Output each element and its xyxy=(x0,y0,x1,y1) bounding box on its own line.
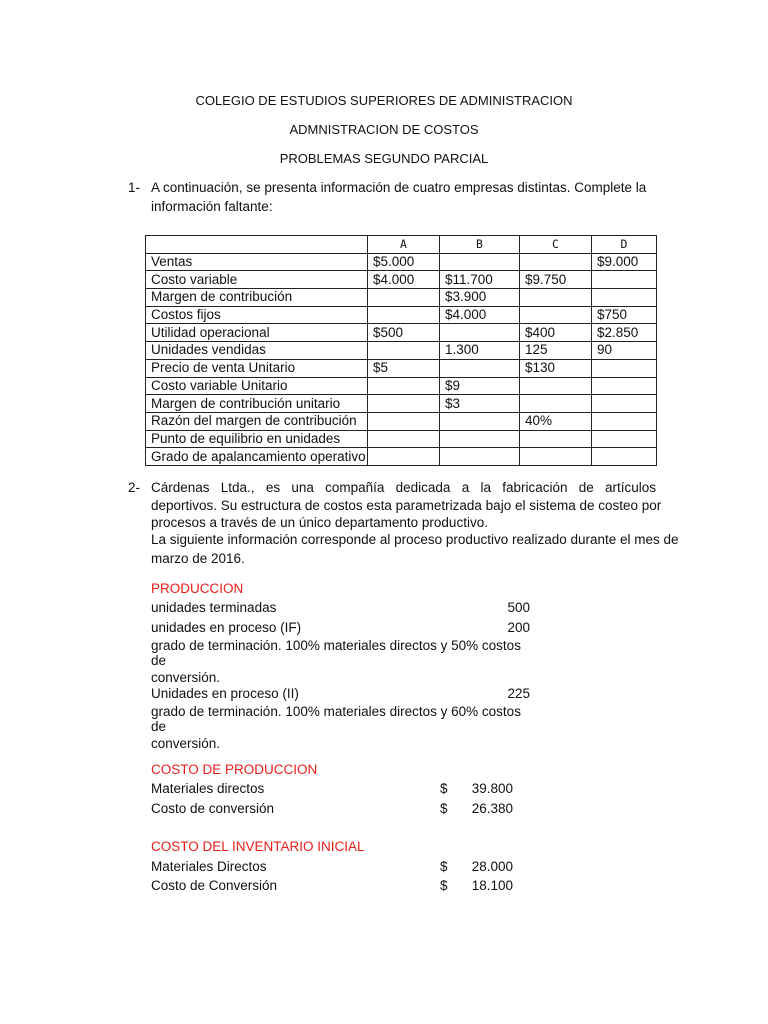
row-label-cell: Grado de apalancamiento operativo xyxy=(146,448,368,466)
table-cell xyxy=(592,395,657,413)
course-title: ADMNISTRACION DE COSTOS xyxy=(289,122,479,137)
table-cell: $11.700 xyxy=(440,271,520,289)
problem2-line2: deportivos. Su estructura de costos esta parametrizada bajo el sistema de costeo por xyxy=(151,498,662,513)
table-cell xyxy=(592,359,657,377)
currency-symbol: $ xyxy=(440,801,448,816)
table-cell xyxy=(592,271,657,289)
costo-item-label: Materiales directos xyxy=(151,781,265,796)
table-cell xyxy=(520,430,592,448)
problem2-line3: procesos a través de un único departamento productivo. xyxy=(151,515,488,530)
companies-table xyxy=(145,235,657,466)
table-cell: $3.900 xyxy=(440,289,520,307)
table-cell: $4.000 xyxy=(440,306,520,324)
grado-ii-line2: de xyxy=(151,719,167,734)
table-cell: $4.000 xyxy=(368,271,440,289)
table-row xyxy=(146,324,657,342)
table-cell xyxy=(520,253,592,271)
table-row xyxy=(146,448,657,466)
inventario-item-value: 28.000 xyxy=(471,859,513,874)
table-cell xyxy=(440,324,520,342)
grado-if-line1: grado de terminación. 100% materiales directos y 50% costos xyxy=(151,638,521,653)
terminadas-label: unidades terminadas xyxy=(151,600,277,615)
inventario-item-label: Materiales Directos xyxy=(151,859,267,874)
problem1-text-line1: A continuación, se presenta información de cuatro empresas distintas. Complete la xyxy=(151,180,647,195)
table-header-cell: C xyxy=(520,236,592,254)
table-cell xyxy=(520,377,592,395)
table-cell: $3 xyxy=(440,395,520,413)
table-cell xyxy=(592,412,657,430)
problem2-number: 2- xyxy=(128,480,141,495)
problem1-text-line2: información faltante: xyxy=(151,199,273,214)
table-cell xyxy=(368,395,440,413)
table-row xyxy=(146,253,657,271)
table-cell xyxy=(368,289,440,307)
institution-title: COLEGIO DE ESTUDIOS SUPERIORES DE ADMINISTRACION xyxy=(195,93,573,108)
table-cell: $9.750 xyxy=(520,271,592,289)
table-cell: 1.300 xyxy=(440,342,520,360)
grado-if-line3: conversión. xyxy=(151,670,221,685)
table-cell: 90 xyxy=(592,342,657,360)
proceso-ii-value: 225 xyxy=(507,686,530,701)
row-label-cell: Razón del margen de contribución xyxy=(146,412,368,430)
table-header-cell: D xyxy=(592,236,657,254)
table-row xyxy=(146,306,657,324)
proceso-if-label: unidades en proceso (IF) xyxy=(151,620,302,635)
table-header-cell: B xyxy=(440,236,520,254)
table-cell xyxy=(368,430,440,448)
row-label-cell: Precio de venta Unitario xyxy=(146,359,368,377)
row-label-cell: Costos fijos xyxy=(146,306,368,324)
currency-symbol: $ xyxy=(440,781,448,796)
row-label-cell: Margen de contribución xyxy=(146,289,368,307)
table-cell xyxy=(440,253,520,271)
table-cell xyxy=(520,306,592,324)
proceso-if-value: 200 xyxy=(507,620,530,635)
table-cell xyxy=(440,412,520,430)
table-cell xyxy=(440,359,520,377)
problem2-line5: marzo de 2016. xyxy=(151,551,245,566)
costo-item-label: Costo de conversión xyxy=(151,801,275,816)
problem2-line4: La siguiente información corresponde al proceso productivo realizado durante el mes de xyxy=(151,532,679,547)
table-cell xyxy=(592,430,657,448)
exam-title: PROBLEMAS SEGUNDO PARCIAL xyxy=(279,151,489,166)
table-cell: $500 xyxy=(368,324,440,342)
grado-ii-line1: grado de terminación. 100% materiales directos y 60% costos xyxy=(151,704,521,719)
table-cell: $9.000 xyxy=(592,253,657,271)
table-cell: $400 xyxy=(520,324,592,342)
costo-produccion-title: COSTO DE PRODUCCION xyxy=(151,762,318,777)
row-label-cell: Costo variable Unitario xyxy=(146,377,368,395)
inventario-inicial-title: COSTO DEL INVENTARIO INICIAL xyxy=(151,839,365,854)
row-label-cell: Costo variable xyxy=(146,271,368,289)
proceso-ii-label: Unidades en proceso (II) xyxy=(151,686,299,701)
problem1-number: 1- xyxy=(128,180,141,195)
table-cell: $5.000 xyxy=(368,253,440,271)
table-cell xyxy=(592,289,657,307)
table-cell xyxy=(368,342,440,360)
grado-if-line2: de xyxy=(151,653,167,668)
table-row xyxy=(146,342,657,360)
row-label-cell: Unidades vendidas xyxy=(146,342,368,360)
inventario-item-value: 18.100 xyxy=(471,878,513,893)
table-row xyxy=(146,412,657,430)
table-cell: $130 xyxy=(520,359,592,377)
row-label-cell: Punto de equilibrio en unidades xyxy=(146,430,368,448)
table-cell xyxy=(368,377,440,395)
currency-symbol: $ xyxy=(440,878,448,893)
row-label-cell: Utilidad operacional xyxy=(146,324,368,342)
costo-item-value: 26.380 xyxy=(471,801,513,816)
terminadas-value: 500 xyxy=(507,600,530,615)
table-cell: $5 xyxy=(368,359,440,377)
table-header-cell: A xyxy=(368,236,440,254)
table-cell xyxy=(520,395,592,413)
table-cell xyxy=(368,412,440,430)
table-header-row xyxy=(146,236,657,254)
table-cell xyxy=(592,448,657,466)
table-row xyxy=(146,377,657,395)
table-row xyxy=(146,430,657,448)
table-cell xyxy=(592,377,657,395)
table-cell xyxy=(368,306,440,324)
table-cell: 40% xyxy=(520,412,592,430)
table-cell xyxy=(440,448,520,466)
costo-item-value: 39.800 xyxy=(471,781,513,796)
table-row xyxy=(146,289,657,307)
table-cell: 125 xyxy=(520,342,592,360)
table-row xyxy=(146,359,657,377)
row-label-cell: Ventas xyxy=(146,253,368,271)
row-label-cell: Margen de contribución unitario xyxy=(146,395,368,413)
table-cell: $750 xyxy=(592,306,657,324)
table-row xyxy=(146,395,657,413)
table-cell xyxy=(520,289,592,307)
produccion-title: PRODUCCION xyxy=(151,581,244,596)
currency-symbol: $ xyxy=(440,859,448,874)
table-row xyxy=(146,271,657,289)
table-cell xyxy=(368,448,440,466)
table-cell: $9 xyxy=(440,377,520,395)
table-header-cell xyxy=(146,236,368,254)
inventario-item-label: Costo de Conversión xyxy=(151,878,278,893)
grado-ii-line3: conversión. xyxy=(151,736,221,751)
table-cell: $2.850 xyxy=(592,324,657,342)
problem2-line1: Cárdenas Ltda., es una compañía dedicada a la fabricación de artículos xyxy=(151,480,657,495)
table-cell xyxy=(520,448,592,466)
table-cell xyxy=(440,430,520,448)
